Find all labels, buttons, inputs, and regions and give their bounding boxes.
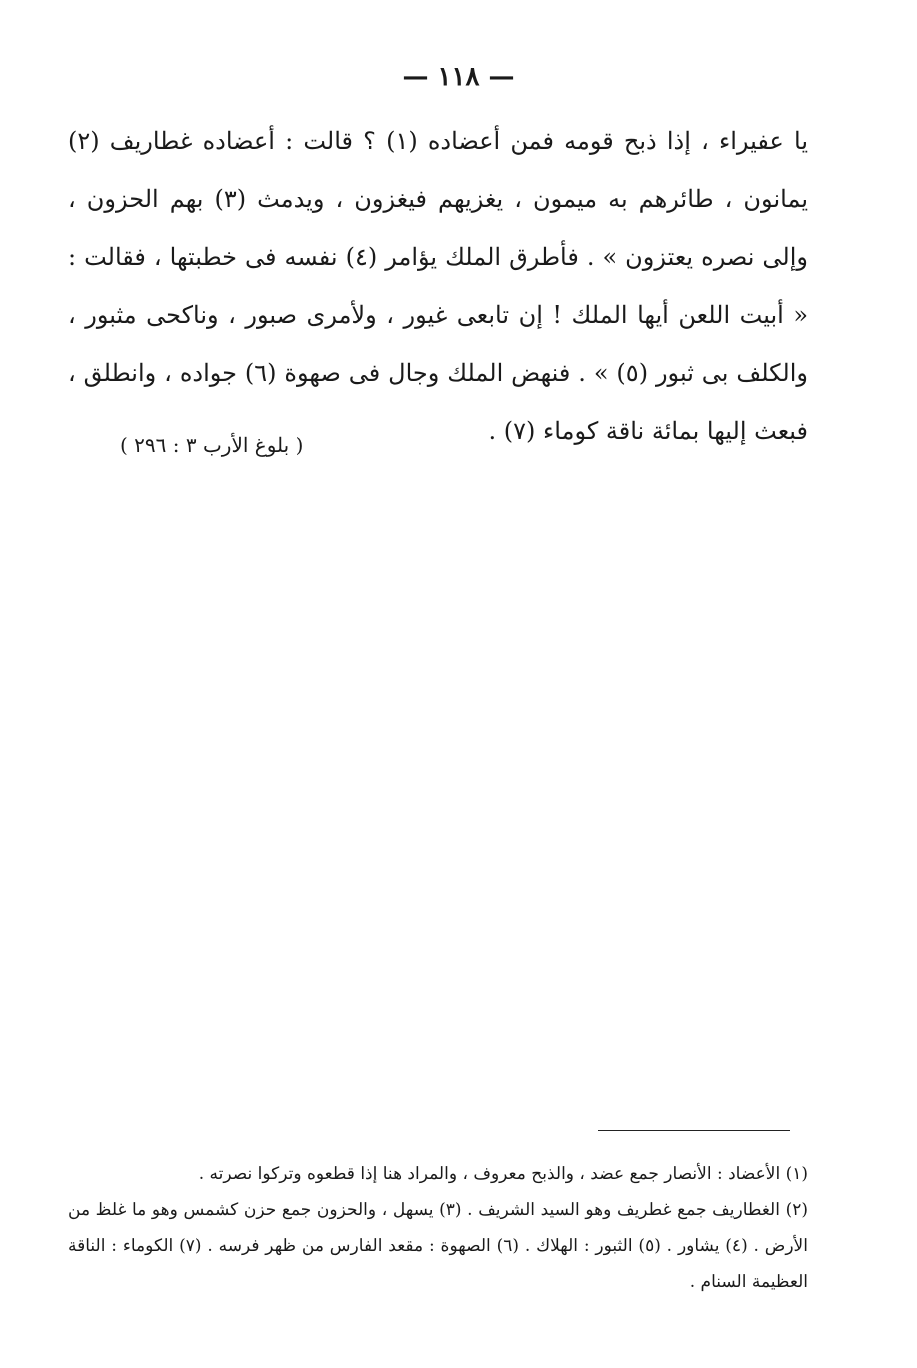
footnotes	[68, 1156, 808, 1300]
source-citation: ( بلوغ الأرب ٣ : ٢٩٦ )	[120, 433, 304, 457]
page-number: — ١١٨ —	[402, 62, 515, 92]
footnote-1: (١) الأعضاد : الأنصار جمع عضد ، والذبح معروف ، والمراد هنا إذا قطعوه وتركوا نصرته .	[198, 1164, 808, 1184]
main-paragraph: يا عفيراء ، إذا ذبح قومه فمن أعضاده (١) ؟ قالت : أعضاده غطاريف (٢) يمانون ، طائرهم به ميمون ، يغزيهم فيغزون ، ويدمث (٣) بهم الحزون ، وإلى نصره يعتزون » . فأطرق الملك يؤامر (٤) نفسه فى خطبتها ، فقالت : « أبيت اللعن أيها الملك ! إن تابعى غيور ، ولأمرى صبور ، وناكحى مثبور ، والكلف بى ثبور (٥) » . فنهض الملك وجال فى صهوة (٦) جواده ، وانطلق ، فبعث إليها بمائة ناقة كوماء (٧) .	[68, 127, 809, 445]
footnote-divider	[598, 1130, 790, 1131]
main-text	[68, 112, 808, 460]
footnote-2-7: (٢) الغطاريف جمع غطريف وهو السيد الشريف . (٣) يسهل ، والحزون جمع حزن كشمس وهو ما غلظ من الأرض . (٤) يشاور . (٥) الثبور : الهلاك . (٦) الصهوة : مقعد الفارس من ظهر فرسه . (٧) الكوماء : الناقة العظيمة السنام .	[68, 1200, 809, 1292]
